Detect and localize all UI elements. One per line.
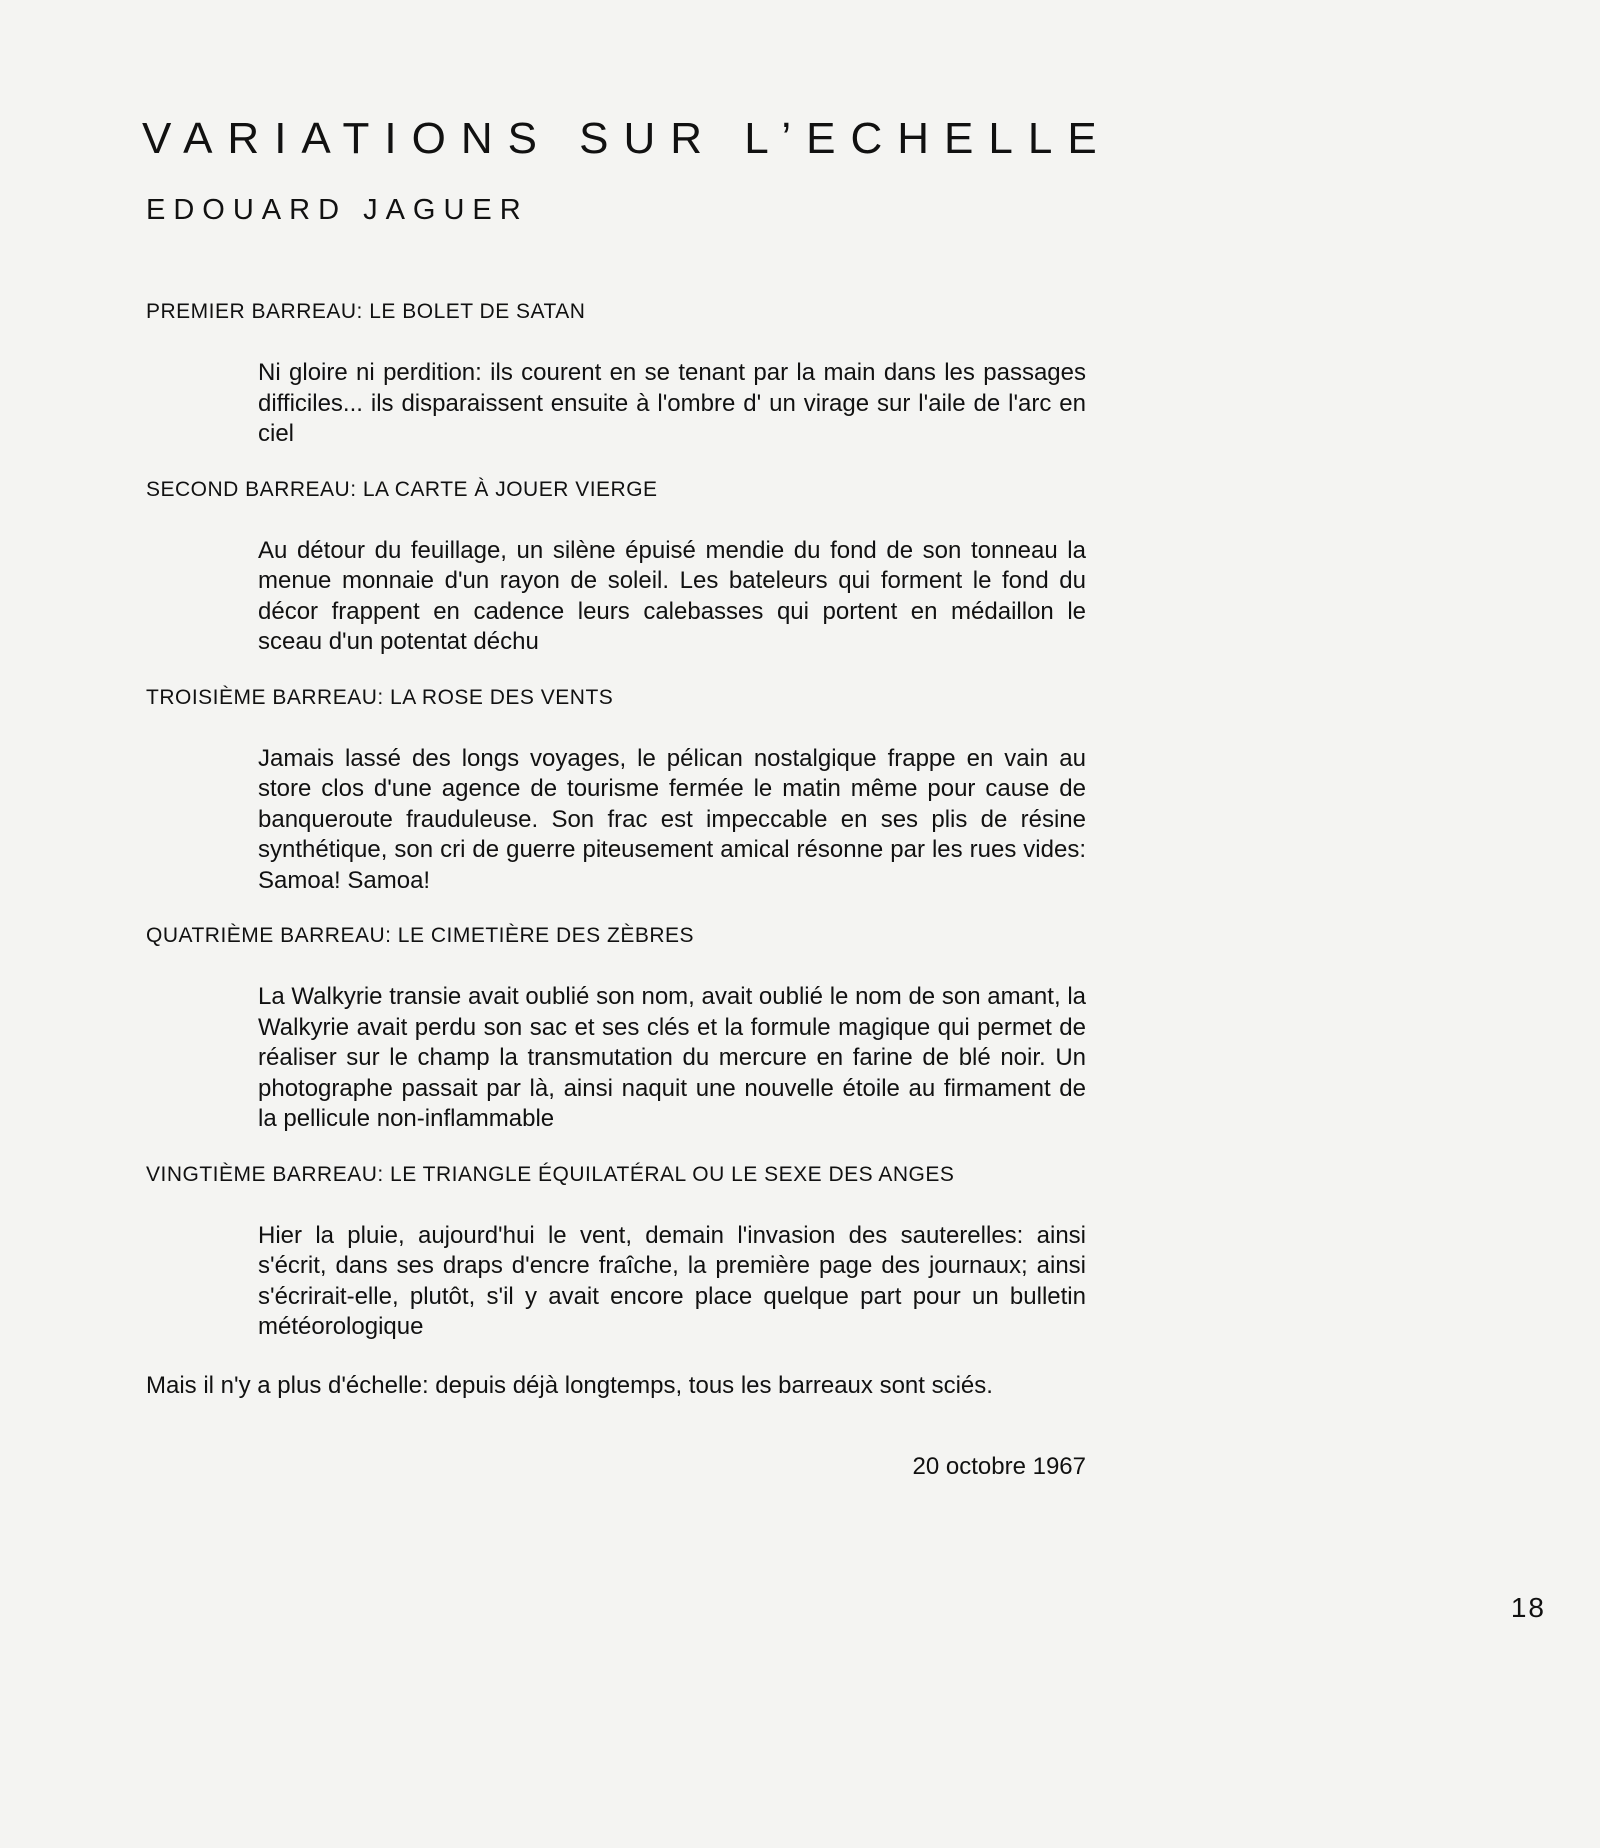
section-heading: VINGTIÈME BARREAU: LE TRIANGLE ÉQUILATÉRAL OU LE SEXE DES ANGES	[146, 1162, 955, 1186]
section-heading: SECOND BARREAU: LA CARTE À JOUER VIERGE	[146, 477, 658, 501]
section-text: Jamais lassé des longs voyages, le pélican nostalgique frappe en vain au store clos d'une agence de tourisme fermée le matin même pour cause de banqueroute frauduleuse. Son frac est impeccable en ses plis de résine synthétique, son cri de guerre piteusement amical résonne par les rues vides: Samoa! Samoa!	[258, 744, 1086, 894]
section	[146, 924, 1086, 1135]
closing-line: Mais il n'y a plus d'échelle: depuis déjà longtemps, tous les barreaux sont sciés.	[146, 1371, 993, 1399]
section-text: Ni gloire ni perdition: ils courent en se tenant par la main dans les passages difficiles... ils disparaissent ensuite à l'ombre d' un virage sur l'aile de l'arc en ciel	[258, 359, 1086, 447]
section-text: La Walkyrie transie avait oublié son nom, avait oublié le nom de son amant, la Walkyrie avait perdu son sac et ses clés et la formule magique qui permet de réaliser sur le champ la transmutation du mercure en farine de blé noir. Un photographe passait par là, ainsi naquit une nouvelle étoile au firmament de la pellicule non-inflammable	[258, 983, 1086, 1132]
section-heading: TROISIÈME BARREAU: LA ROSE DES VENTS	[146, 685, 614, 709]
poem-body	[146, 300, 1086, 1481]
section	[146, 1163, 1086, 1343]
section-text: Hier la pluie, aujourd'hui le vent, demain l'invasion des sauterelles: ainsi s'écrit, dans ses draps d'encre fraîche, la première page des journaux; ainsi s'écrirait-elle, plutôt, s'il y avait encore place quelque part pour un bulletin météorologique	[258, 1221, 1086, 1340]
section	[146, 686, 1086, 897]
section-heading: PREMIER BARREAU: LE BOLET DE SATAN	[146, 300, 586, 323]
page-number: 18	[1510, 1592, 1546, 1623]
date-line: 20 octobre 1967	[912, 1452, 1086, 1480]
section-heading: QUATRIÈME BARREAU: LE CIMETIÈRE DES ZÈBRES	[146, 924, 695, 947]
author-name: EDOUARD JAGUER	[146, 194, 529, 226]
section	[146, 300, 1086, 450]
page-title: VARIATIONS SUR L’ECHELLE	[142, 114, 1112, 163]
section-text: Au détour du feuillage, un silène épuisé mendie du fond de son tonneau la menue monnaie d'un rayon de soleil. Les bateleurs qui forment le fond du décor frappent en cadence leurs calebasses qui portent en médaillon le sceau d'un potentat déchu	[258, 536, 1086, 655]
section	[146, 478, 1086, 658]
